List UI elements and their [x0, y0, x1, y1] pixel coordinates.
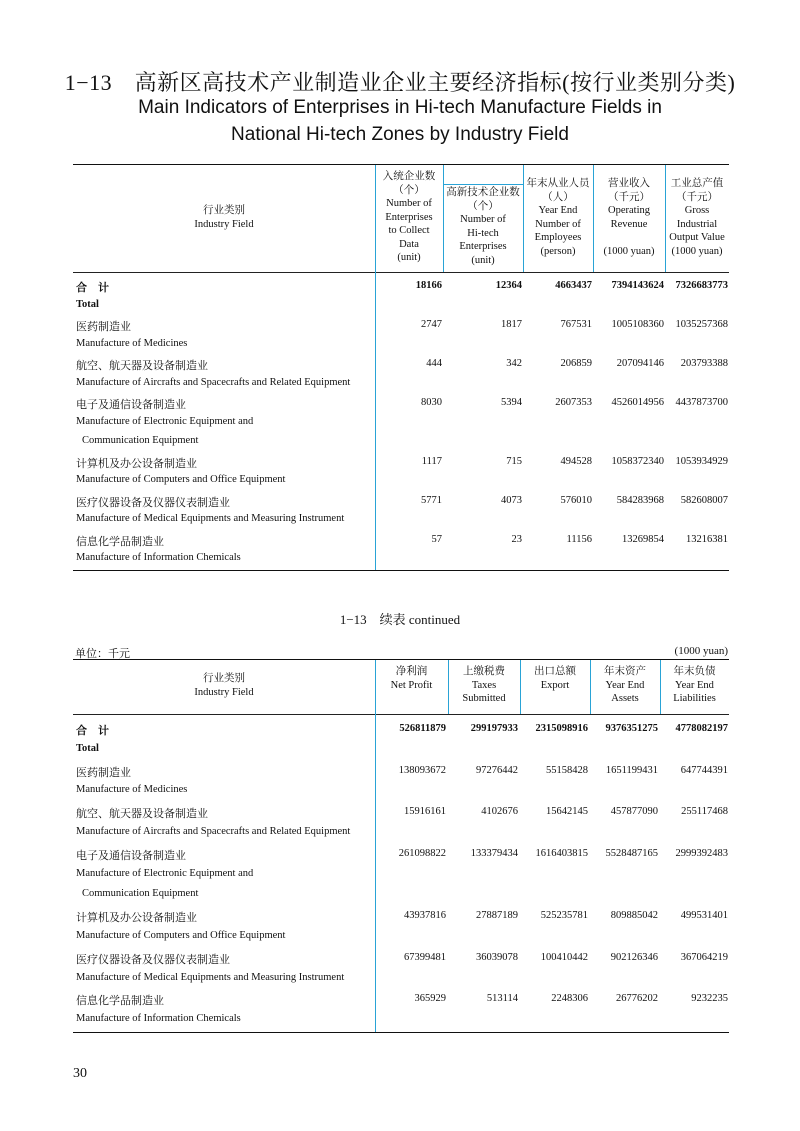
table-cell-value: 902126346: [610, 951, 658, 963]
table-cell-value: 4663437: [555, 280, 592, 291]
table-cell-value: 9376351275: [605, 723, 658, 734]
table-cell-value: 2999392483: [675, 847, 728, 859]
row-label-chinese: 信息化学品制造业: [76, 535, 164, 548]
row-label-english: Manufacture of Medicines: [76, 337, 188, 349]
table-cell-value: 67399481: [404, 951, 446, 963]
table-title-english-line-2: National Hi-tech Zones by Industry Field: [231, 124, 569, 145]
row-label-chinese: 合 计: [76, 282, 109, 294]
row-label-chinese: 医疗仪器设备及仪器仪表制造业: [76, 496, 230, 509]
header-enterprises-to-collect: 入统企业数 （个） Number of Enterprises to Collect Data (unit): [382, 171, 436, 263]
table-cell-value: 43937816: [404, 910, 446, 922]
table-cell-value: 365929: [414, 993, 446, 1005]
table-cell-value: 809885042: [610, 910, 658, 922]
table-cell-value: 1117: [421, 455, 442, 467]
table-cell-value: 715: [506, 455, 522, 467]
header-export: 出口总额 Export: [534, 666, 576, 691]
row-label-english: Manufacture of Information Chemicals: [76, 1013, 241, 1025]
row-label-english: Total: [76, 742, 99, 754]
table-cell-value: 15916161: [404, 806, 446, 818]
row-label-chinese: 计算机及办公设备制造业: [76, 457, 197, 470]
table-cell-value: 57: [431, 533, 442, 545]
table-cell-value: 4778082197: [675, 723, 728, 734]
header-bottom-rule: [73, 714, 729, 715]
table-cell-value: 13269854: [622, 533, 664, 545]
header-subdivider: [443, 184, 523, 185]
table-cell-value: 2248306: [551, 993, 588, 1005]
table-cell-value: 27887189: [476, 910, 518, 922]
table-cell-value: 1817: [501, 319, 522, 330]
table-cell-value: 4102676: [481, 806, 518, 818]
row-label-chinese: 电子及通信设备制造业: [76, 399, 186, 411]
table-cell-value: 133379434: [470, 847, 518, 859]
row-label-chinese: 航空、航天器及设备制造业: [76, 808, 208, 821]
row-label-english-continued: Communication Equipment: [82, 435, 199, 446]
table-cell-value: 1058372340: [611, 455, 664, 467]
row-label-english: Total: [76, 298, 99, 310]
table-cell-value: 5528487165: [605, 847, 658, 859]
row-label-chinese: 合 计: [76, 725, 109, 737]
header-employees: 年末从业人员 （人） Year End Number of Employees (person): [526, 178, 590, 257]
table-cell-value: 8030: [421, 397, 442, 408]
table-title-chinese: 1−13 高新区高技术产业制造业企业主要经济指标(按行业类别分类): [64, 70, 736, 95]
table-cell-value: 457877090: [610, 806, 658, 818]
header-year-end-assets: 年末资产 Year End Assets: [604, 666, 646, 704]
table-cell-value: 4437873700: [675, 397, 728, 408]
table-top-rule: [73, 659, 729, 660]
table-cell-value: 513114: [486, 993, 518, 1005]
table-cell-value: 1005108360: [611, 319, 664, 330]
table-cell-value: 12364: [495, 280, 522, 291]
table-cell-value: 1651199431: [605, 764, 658, 776]
table-cell-value: 1616403815: [535, 847, 588, 859]
table-title-english-line-1: Main Indicators of Enterprises in Hi-tech Manufacture Fields in: [138, 97, 662, 118]
row-label-english: Manufacture of Medicines: [76, 784, 188, 796]
table-cell-value: 36039078: [476, 951, 518, 963]
table-cell-value: 100410442: [540, 951, 588, 963]
table-cell-value: 444: [426, 358, 442, 369]
row-label-english: Manufacture of Aircrafts and Spacecrafts and Related Equipment: [76, 826, 351, 837]
table-cell-value: 525235781: [540, 910, 588, 922]
table-cell-value: 26776202: [616, 993, 658, 1005]
continued-subtitle: 1−13 续表 continued: [339, 612, 461, 627]
row-label-english: Manufacture of Medical Equipments and Measuring Instrument: [76, 513, 345, 524]
table-cell-value: 97276442: [476, 764, 518, 776]
row-label-chinese: 医药制造业: [76, 321, 131, 333]
row-label-chinese: 信息化学品制造业: [76, 995, 164, 1008]
row-label-english: Manufacture of Electronic Equipment and: [76, 867, 254, 879]
table-cell-value: 582608007: [680, 494, 728, 506]
table-cell-value: 494528: [560, 455, 592, 467]
row-label-english: Manufacture of Electronic Equipment and: [76, 415, 254, 427]
header-hitech-enterprises: 高新技术企业数 （个） Number of Hi-tech Enterprises (unit): [446, 187, 520, 266]
table-cell-value: 7326683773: [675, 280, 728, 291]
table-cell-value: 4073: [501, 494, 522, 506]
table-cell-value: 203793388: [680, 358, 728, 369]
column-divider: [375, 660, 376, 1032]
table-cell-value: 206859: [560, 358, 592, 369]
table-bottom-rule: [73, 1032, 729, 1033]
header-net-profit: 净利润 Net Profit: [390, 666, 433, 691]
table-cell-value: 584283968: [616, 494, 664, 506]
table-cell-value: 5771: [421, 494, 442, 506]
table-cell-value: 261098822: [398, 847, 446, 859]
header-taxes-submitted: 上缴税费 Taxes Submitted: [462, 666, 506, 704]
table-cell-value: 55158428: [546, 764, 588, 776]
table-bottom-rule: [73, 570, 729, 571]
unit-label-chinese: 单位：千元: [75, 648, 130, 660]
table-cell-value: 255117468: [681, 806, 728, 818]
indicators-table-part-1: [73, 164, 729, 574]
table-cell-value: 138093672: [398, 764, 446, 776]
table-cell-value: 23: [511, 533, 522, 545]
row-label-chinese: 计算机及办公设备制造业: [76, 912, 197, 925]
table-cell-value: 11156: [566, 533, 592, 545]
table-cell-value: 2747: [421, 319, 442, 330]
table-cell-value: 9232235: [691, 993, 728, 1005]
row-label-english: Manufacture of Aircrafts and Spacecrafts and Related Equipment: [76, 376, 351, 388]
indicators-table-part-2: [73, 659, 729, 1037]
table-cell-value: 5394: [501, 397, 522, 408]
table-cell-value: 342: [506, 358, 522, 369]
table-top-rule: [73, 164, 729, 165]
table-cell-value: 4526014956: [611, 397, 664, 408]
header-gross-output-value: 工业总产值 （千元） Gross Industrial Output Value (1000 yuan): [669, 178, 725, 257]
table-cell-value: 526811879: [399, 723, 446, 734]
table-cell-value: 767531: [560, 319, 592, 330]
table-cell-value: 647744391: [680, 764, 728, 776]
table-cell-value: 367064219: [680, 951, 728, 963]
page-number: 30: [73, 1066, 87, 1081]
row-label-english: Manufacture of Information Chemicals: [76, 552, 241, 563]
table-cell-value: 13216381: [686, 533, 728, 545]
unit-label-english: (1000 yuan): [674, 645, 728, 657]
row-label-chinese: 航空、航天器及设备制造业: [76, 360, 208, 372]
table-cell-value: 1053934929: [675, 455, 728, 467]
table-cell-value: 207094146: [616, 358, 664, 369]
header-operating-revenue: 营业收入 （千元） Operating Revenue (1000 yuan): [603, 178, 655, 257]
row-label-chinese: 医疗仪器设备及仪器仪表制造业: [76, 953, 230, 966]
row-label-english-continued: Communication Equipment: [82, 888, 199, 900]
industry-field-header: 行业类别 Industry Field: [194, 673, 254, 698]
industry-field-header: 行业类别 Industry Field: [194, 205, 254, 230]
table-cell-value: 576010: [560, 494, 592, 506]
row-label-english: Manufacture of Computers and Office Equipment: [76, 930, 286, 941]
table-cell-value: 15642145: [546, 806, 588, 818]
header-year-end-liabilities: 年末负债 Year End Liabilities: [673, 666, 716, 704]
row-label-english: Manufacture of Computers and Office Equipment: [76, 474, 286, 485]
table-cell-value: 2607353: [555, 397, 592, 408]
table-cell-value: 2315098916: [535, 723, 588, 734]
table-cell-value: 18166: [415, 280, 442, 291]
table-cell-value: 499531401: [680, 910, 728, 922]
row-label-english: Manufacture of Medical Equipments and Measuring Instrument: [76, 971, 345, 983]
table-cell-value: 299197933: [470, 723, 518, 734]
row-label-chinese: 医药制造业: [76, 766, 131, 779]
row-label-chinese: 电子及通信设备制造业: [76, 849, 186, 862]
table-cell-value: 1035257368: [675, 319, 728, 330]
table-cell-value: 7394143624: [611, 280, 664, 291]
header-bottom-rule: [73, 272, 729, 273]
